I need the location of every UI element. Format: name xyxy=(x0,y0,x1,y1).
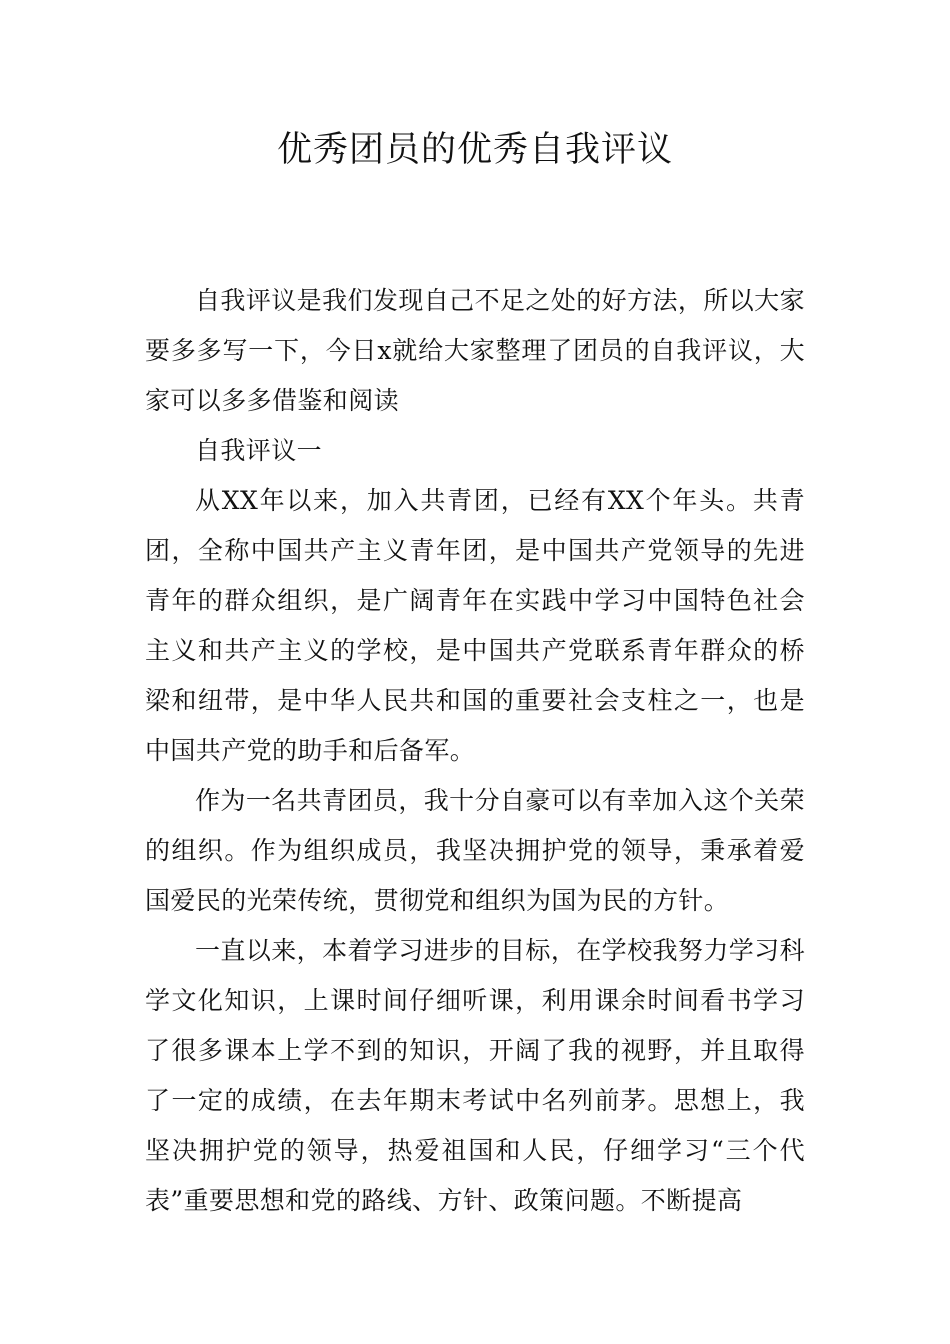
body-paragraph-2: 作为一名共青团员，我十分自豪可以有幸加入这个关荣的组织。作为组织成员，我坚决拥护党的领导，秉承着爱国爱民的光荣传统，贯彻党和组织为国为民的方针。 xyxy=(145,786,805,915)
document-body xyxy=(145,276,805,1226)
section-heading: 自我评议一 xyxy=(195,436,323,465)
body-paragraph-1: 从XX年以来，加入共青团，已经有XX个年头。共青团，全称中国共产主义青年团，是中国共产党领导的先进青年的群众组织，是广阔青年在实践中学习中国特色社会主义和共产主义的学校，是中国共产党联系青年群众的桥梁和纽带，是中华人民共和国的重要社会支柱之一，也是中国共产党的助手和后备军。 xyxy=(145,486,805,765)
body-paragraph-3: 一直以来，本着学习进步的目标，在学校我努力学习科学文化知识，上课时间仔细听课，利用课余时间看书学习了很多课本上学不到的知识，开阔了我的视野，并且取得了一定的成绩，在去年期末考试中名列前茅。思想上，我坚决拥护党的领导，热爱祖国和人民，仔细学习“三个代表”重要思想和党的路线、方针、政策问题。不断提高 xyxy=(145,936,805,1215)
intro-paragraph: 自我评议是我们发现自己不足之处的好方法，所以大家要多多写一下，今日x就给大家整理了团员的自我评议，大家可以多多借鉴和阅读 xyxy=(145,286,805,415)
document-title: 优秀团员的优秀自我评议 xyxy=(276,130,673,170)
